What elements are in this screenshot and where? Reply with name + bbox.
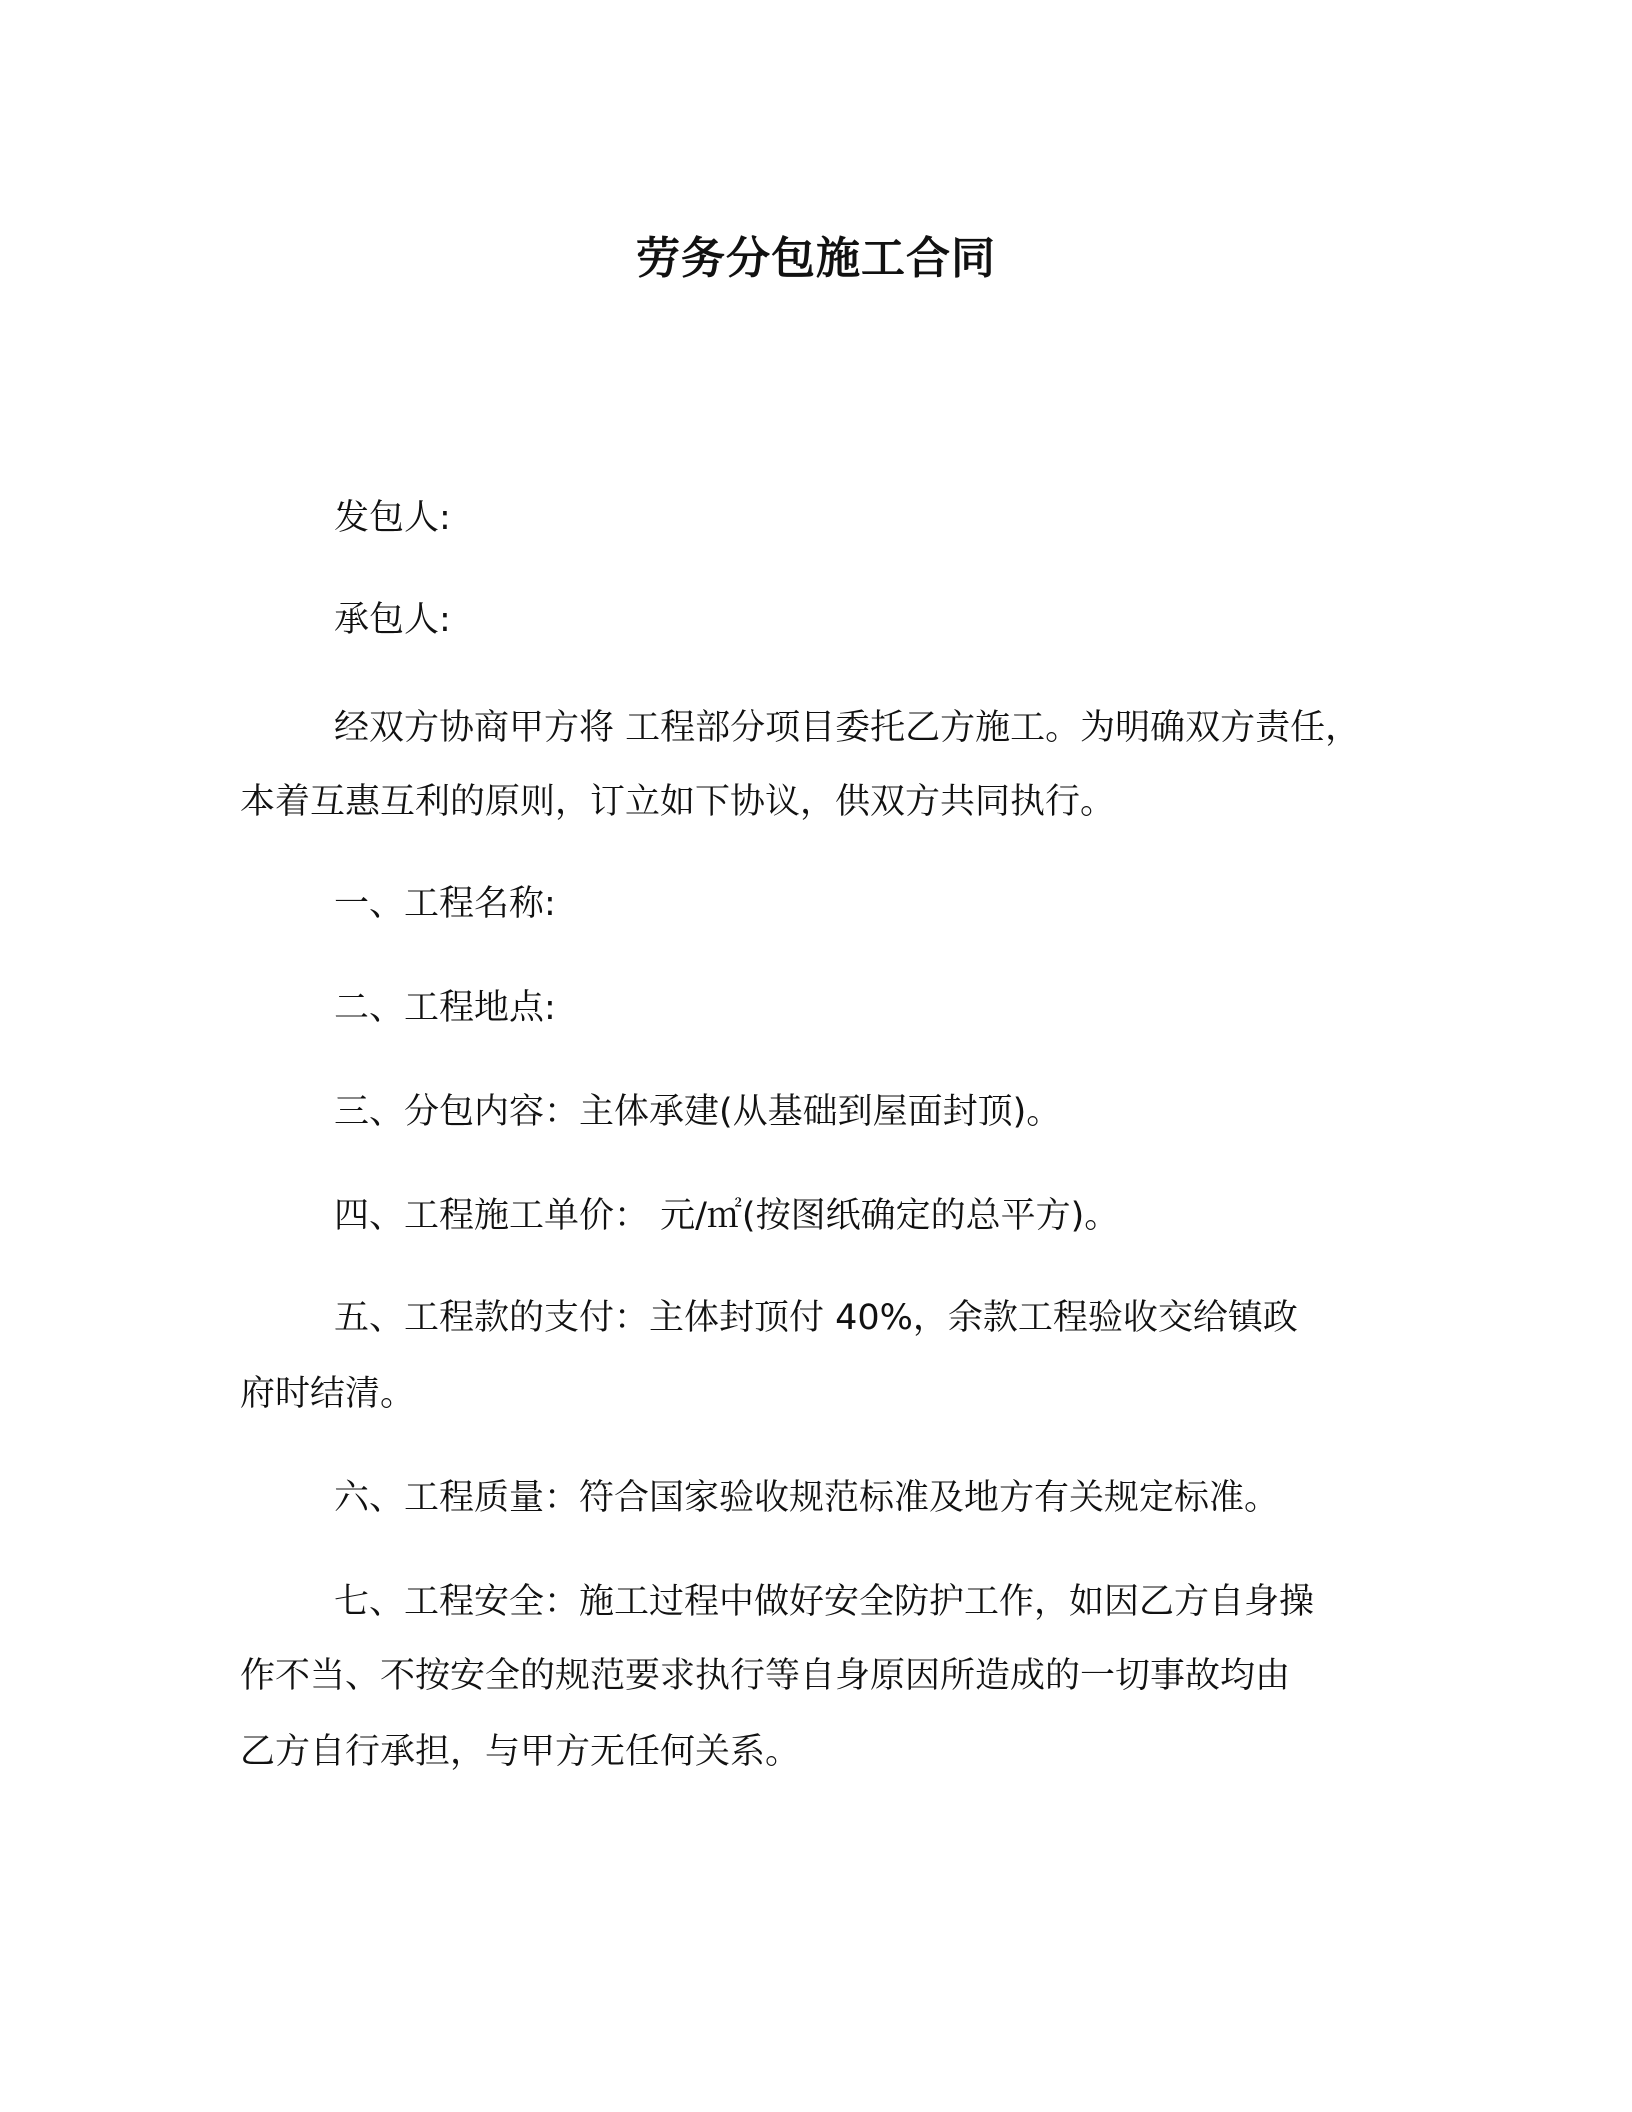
- clause-2-line: 二、工程地点:: [334, 988, 556, 1028]
- party-a-line: 发包人:: [334, 498, 451, 538]
- clause-7-line-1: 七、工程安全：施工过程中做好安全防护工作，如因乙方自身操: [334, 1582, 1315, 1622]
- clause-6-line: 六、工程质量：符合国家验收规范标准及地方有关规定标准。: [334, 1478, 1280, 1518]
- clause-7-line-3: 乙方自行承担，与甲方无任何关系。: [240, 1732, 801, 1772]
- clause-4-line: 四、工程施工单价： 元/㎡(按图纸确定的总平方)。: [334, 1196, 1120, 1236]
- preamble-line-1: 经双方协商甲方将 工程部分项目委托乙方施工。为明确双方责任，: [334, 708, 1361, 748]
- clause-7-line-2: 作不当、不按安全的规范要求执行等自身原因所造成的一切事故均由: [240, 1656, 1291, 1696]
- clause-5-line-2: 府时结清。: [240, 1374, 416, 1414]
- preamble-line-2: 本着互惠互利的原则，订立如下协议，供双方共同执行。: [240, 782, 1116, 822]
- document-title: 劳务分包施工合同: [636, 233, 996, 284]
- clause-3-line: 三、分包内容：主体承建(从基础到屋面封顶)。: [334, 1092, 1062, 1132]
- party-b-line: 承包人:: [334, 600, 451, 640]
- clause-5-line-1: 五、工程款的支付：主体封顶付 40%，余款工程验收交给镇政: [334, 1298, 1298, 1338]
- clause-1-line: 一、工程名称:: [334, 884, 556, 924]
